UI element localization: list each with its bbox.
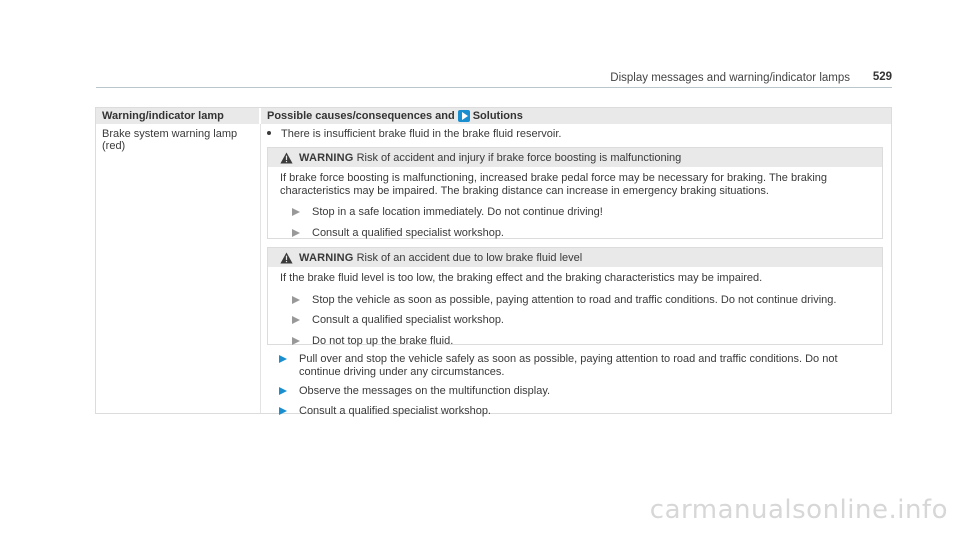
solution-arrow-icon	[279, 387, 287, 395]
solution-text: Observe the messages on the multifunction display.	[299, 385, 551, 397]
solution-item	[279, 353, 879, 378]
step-item	[292, 314, 870, 327]
page-number: 529	[872, 71, 892, 83]
warning-box-brake-boost	[267, 147, 883, 239]
step-item	[292, 294, 870, 307]
lamp-name: Brake system warning lamp (red)	[102, 128, 238, 152]
solution-text: Pull over and stop the vehicle safely as soon as possible, paying attention to road and traffic conditions. Do not continue driving under any circumstances.	[299, 353, 838, 378]
step-arrow-icon	[292, 337, 300, 345]
step-arrow-icon	[292, 229, 300, 237]
cause-item	[267, 128, 561, 140]
solution-item	[279, 385, 879, 398]
step-arrow-icon	[292, 316, 300, 324]
column-header-causes	[261, 108, 891, 124]
step-arrow-icon	[292, 296, 300, 304]
warning-header	[268, 148, 882, 167]
warning-title: Risk of accident and injury if brake force boosting is malfunctioning	[356, 151, 682, 164]
step-text: Stop the vehicle as soon as possible, paying attention to road and traffic conditions. Do not continue driving.	[312, 293, 837, 306]
solution-steps	[279, 353, 879, 424]
bullet-icon	[267, 131, 271, 135]
step-text: Consult a qualified specialist workshop.	[312, 314, 504, 326]
column-header-causes-label: Possible causes/consequences and	[267, 110, 455, 122]
cause-text: There is insufficient brake fluid in the brake fluid reservoir.	[281, 128, 562, 140]
warning-box-low-fluid	[267, 247, 883, 345]
column-divider	[260, 124, 261, 413]
warning-body	[268, 167, 882, 245]
solution-text: Consult a qualified specialist workshop.	[299, 404, 491, 417]
step-text: Consult a qualified specialist workshop.	[312, 226, 504, 239]
warning-triangle-icon	[280, 152, 293, 164]
warning-triangle-icon	[280, 252, 293, 264]
warning-header	[268, 248, 882, 267]
watermark: carmanualsonline.info	[649, 495, 948, 525]
step-arrow-icon	[292, 208, 300, 216]
page-header	[96, 70, 892, 88]
column-header-lamp: Warning/indicator lamp	[96, 108, 259, 124]
solution-arrow-icon	[279, 407, 287, 415]
warning-text: If the brake fluid level is too low, the braking effect and the braking characteristics may be impaired.	[280, 272, 763, 284]
warning-title: Risk of an accident due to low brake fluid level	[356, 251, 583, 264]
step-item	[292, 206, 870, 219]
solution-item	[279, 405, 879, 418]
step-item	[292, 227, 870, 240]
page-title: Display messages and warning/indicator lamps	[610, 72, 850, 84]
column-header-solutions-label: Solutions	[472, 110, 523, 122]
warning-body	[268, 267, 882, 353]
solutions-arrow-icon	[458, 110, 470, 122]
warning-text: If brake force boosting is malfunctioning, increased brake pedal force may be necessary for braking. The braking characteristics may be impaired. The braking distance can increase in emergency braking situations.	[280, 172, 828, 197]
warning-lamp-table	[95, 107, 892, 417]
warning-label: WARNING	[299, 251, 354, 264]
warning-label: WARNING	[299, 151, 354, 164]
step-item	[292, 335, 870, 348]
step-text: Stop in a safe location immediately. Do not continue driving!	[312, 206, 603, 218]
solution-arrow-icon	[279, 355, 287, 363]
step-text: Do not top up the brake fluid.	[312, 334, 454, 347]
